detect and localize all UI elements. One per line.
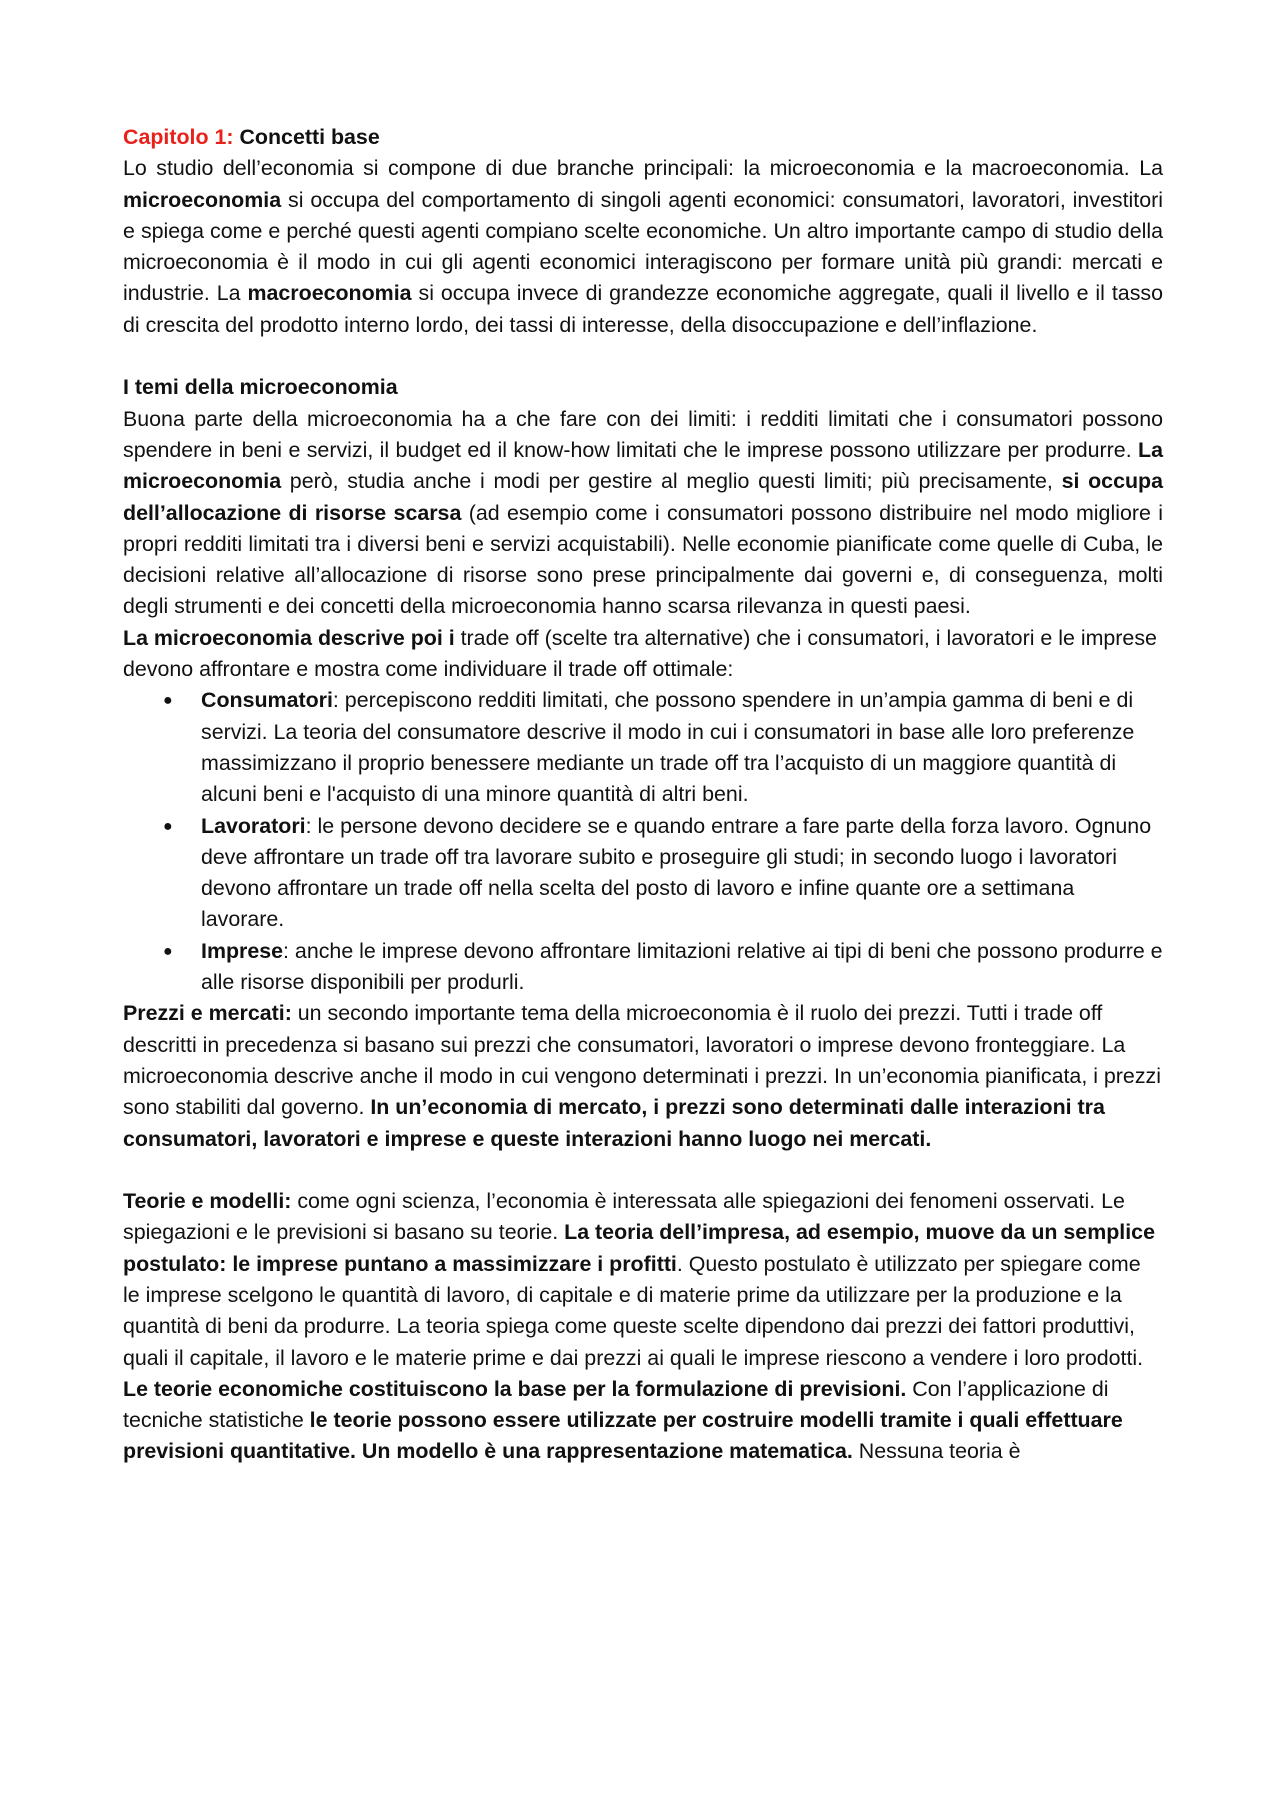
- bullet-text: : anche le imprese devono affrontare limitazioni relative ai tipi di beni che possono produrre e alle risorse disponibili per produrli.: [201, 938, 1163, 995]
- bullet-icon: ●: [163, 692, 173, 710]
- trade-off-paragraph: [123, 623, 1163, 686]
- agents-bullet-list: [123, 685, 1163, 998]
- bold-text-run: Teorie e modelli:: [123, 1189, 292, 1214]
- paragraph-spacer: [123, 1155, 1163, 1186]
- bullet-term: Consumatori: [201, 688, 333, 713]
- bullet-text: : le persone devono decidere se e quando entrare a fare parte della forza lavoro. Ognuno deve affrontare un trade off tra lavorare subito e proseguire gli studi; in secondo luogo i lavoratori devono affrontare un trade off nella scelta del posto di lavoro e infine quante ore a settimana lavorare.: [201, 813, 1152, 932]
- bullet-item-consumatori: [163, 685, 1163, 810]
- limits-paragraph: [123, 404, 1163, 623]
- bold-text-run: si occupa dell’allocazione di risorse scarsa: [123, 469, 1164, 525]
- text-run: si occupa del comportamento di singoli agenti economici: consumatori, lavoratori, investitori e spiega come e perché questi agenti compiano scelte economiche. Un altro importante campo di studio della microeconomia è il modo in cui gli agenti economici interagiscono per formare unità più grandi: mercati e industrie. La: [123, 187, 1163, 306]
- text-run: si occupa invece di grandezze economiche aggregate, quali il livello e il tasso di crescita del prodotto interno lordo, dei tassi di interesse, della disoccupazione e dell’inflazione.: [123, 281, 1163, 337]
- text-run: come ogni scienza, l’economia è interessata alle spiegazioni dei fenomeni osservati. Le spiegazioni e le previsioni si basano su teorie.: [123, 1189, 1125, 1245]
- text-run: un secondo importante tema della microeconomia è il ruolo dei prezzi. Tutti i trade off descritti in precedenza si basano sui prezzi che consumatori, lavoratori o imprese devono fronteggiare. La microeconomia descrive anche il modo in cui vengono determinati i prezzi. In un’economia pianificata, i prezzi sono stabiliti dal governo.: [123, 1001, 1161, 1120]
- bullet-icon: ●: [163, 817, 173, 835]
- text-run: Buona parte della microeconomia ha a che fare con dei limiti: i redditi limitati che i consumatori possono spendere in beni e servizi, il budget ed il know-how limitati che le imprese possono utilizzare per produrre.: [123, 406, 1163, 462]
- text-run: . Questo postulato è utilizzato per spiegare come le imprese scelgono le quantità di lavoro, di capitale e di materie prime da utilizzare per la produzione e la quantità di beni da produrre. La teoria spiega come queste scelte dipendono dai prezzi dei fattori produttivi, quali il capitale, il lavoro e le materie prime e dai prezzi ai quali le imprese riescono a vendere i loro prodotti.: [123, 1251, 1144, 1370]
- text-run: Nessuna teoria è: [852, 1439, 1021, 1464]
- text-run: Lo studio dell’economia si compone di due branche principali: la microeconomia e la macroeconomia. La: [123, 156, 1163, 181]
- bold-text-run: Prezzi e mercati:: [123, 1001, 292, 1026]
- bold-text-run: Le teorie economiche costituiscono la base per la formulazione di previsioni.: [123, 1376, 907, 1401]
- bullet-icon: ●: [163, 942, 173, 960]
- chapter-heading: [123, 122, 1163, 153]
- bold-text-run: macroeconomia: [247, 281, 412, 306]
- bold-text-run: microeconomia: [123, 187, 282, 212]
- chapter-intro-paragraph: [123, 153, 1163, 341]
- bold-text-run: In un’economia di mercato, i prezzi sono determinati dalle interazioni tra consumatori, lavoratori e imprese e queste interazioni hanno luogo nei mercati.: [123, 1095, 1105, 1151]
- chapter-title: Concetti base: [239, 125, 380, 149]
- bullet-term: Imprese: [201, 938, 284, 963]
- text-run: trade off (scelte tra alternative) che i consumatori, i lavoratori e le imprese devono affrontare e mostra come individuare il trade off ottimale:: [123, 625, 1157, 682]
- chapter-label: Capitolo 1:: [123, 125, 234, 149]
- text-run: Con l’applicazione di tecniche statistiche: [123, 1376, 1109, 1433]
- section-heading: I temi della microeconomia: [123, 375, 398, 400]
- document-page: [123, 122, 1163, 1468]
- bullet-text: : percepiscono redditi limitati, che possono spendere in un’ampia gamma di beni e di servizi. La teoria del consumatore descrive il modo in cui i consumatori in base alle loro preferenze massimizzano il proprio benessere mediante un trade off tra l’acquisto di un maggiore quantità di alcuni beni e l'acquisto di una minore quantità di altri beni.: [201, 688, 1135, 807]
- text-run: però, studia anche i modi per gestire al meglio questi limiti; più precisamente,: [281, 469, 1062, 494]
- bullet-item-lavoratori: [163, 811, 1163, 936]
- bold-text-run: La microeconomia: [123, 437, 1163, 494]
- bold-text-run: La microeconomia descrive poi i: [123, 625, 455, 650]
- bullet-item-imprese: [163, 936, 1163, 999]
- prezzi-mercati-paragraph: [123, 998, 1163, 1154]
- bold-text-run: le teorie possono essere utilizzate per costruire modelli tramite i quali effettuare previsioni quantitative. Un modello è una rappresentazione matematica.: [123, 1408, 1123, 1464]
- paragraph-spacer: [123, 341, 1163, 372]
- bold-text-run: La teoria dell’impresa, ad esempio, muove da un semplice postulato: le imprese puntano a massimizzare i profitti: [123, 1220, 1155, 1276]
- teorie-modelli-paragraph: [123, 1186, 1163, 1468]
- text-run: (ad esempio come i consumatori possono distribuire nel modo migliore i propri redditi limitati tra i diversi beni e servizi acquistabili). Nelle economie pianificate come quelle di Cuba, le decisioni relative all’allocazione di risorse sono prese principalmente dai governi e, di conseguenza, molti degli strumenti e dei concetti della microeconomia hanno scarsa rilevanza in questi paesi.: [123, 500, 1163, 619]
- bullet-term: Lavoratori: [201, 813, 306, 838]
